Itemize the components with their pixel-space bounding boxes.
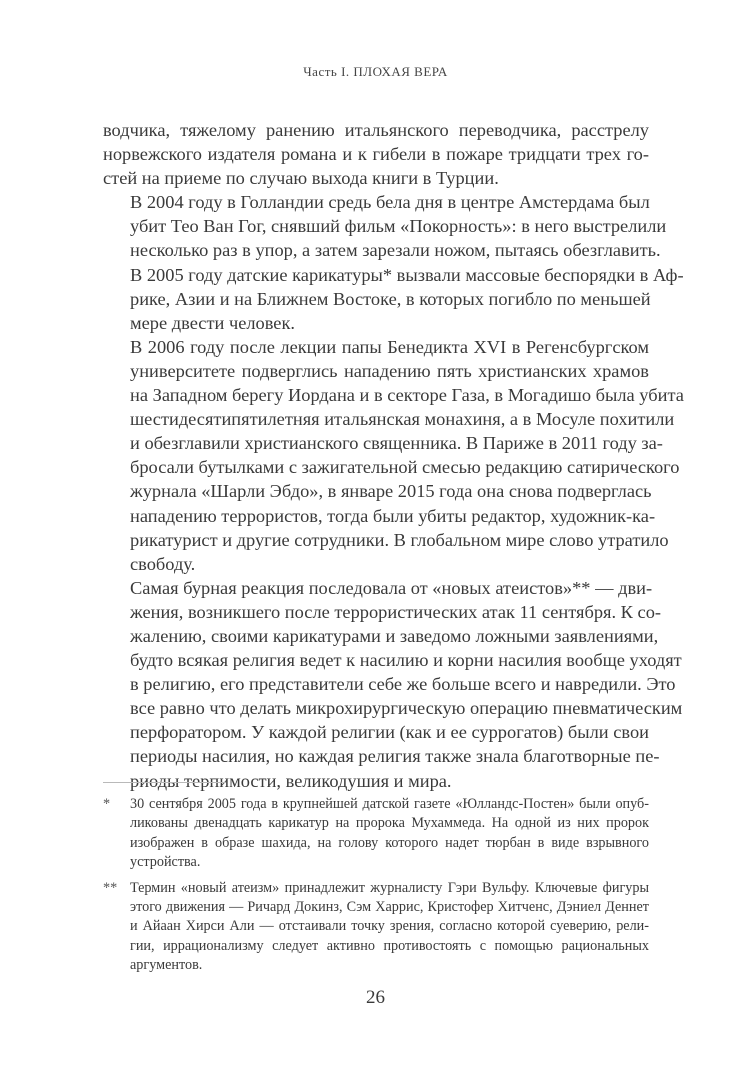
running-head: Часть I. ПЛОХАЯ ВЕРА xyxy=(303,64,448,79)
text-line: свободу. xyxy=(130,553,196,574)
text-line: шестидесятипятилетняя итальянская монахиня, а в Мосуле похитили xyxy=(130,409,675,430)
footnote-line: ликованы двенадцать карикатур на пророка Мухаммеда. На одной из них пророк xyxy=(130,815,649,832)
text-line: несколько раз в упор, а затем зарезали ножом, пытаясь обезглавить. xyxy=(130,240,661,261)
text-line: перфоратором. У каждой религии (как и ее суррогатов) были свои xyxy=(130,722,649,743)
footnote-line: изображен в образе шахида, на голову которого надет тюрбан в виде взрывного xyxy=(130,834,649,851)
text-line: В 2004 году в Голландии средь бела дня в центре Амстердама был xyxy=(130,192,650,213)
text-line: мере двести человек. xyxy=(130,312,296,333)
footnote-line: 30 сентября 2005 года в крупнейшей датской газете «Юлландс-Постен» были опуб- xyxy=(130,796,649,812)
footnote-line: Термин «новый атеизм» принадлежит журналисту Гэри Вульфу. Ключевые фигуры xyxy=(130,879,649,896)
footnote-line: этого движения — Ричард Докинз, Сэм Харрис, Кристофер Хитченс, Дэниел Деннет xyxy=(130,899,649,916)
footnote-marker: * xyxy=(103,796,111,812)
text-line: бросали бутылками с зажигательной смесью редакцию сатирического xyxy=(130,457,680,478)
text-line: будто всякая религия ведет к насилию и корни насилия вообще уходят xyxy=(130,650,682,671)
text-line: водчика, тяжелому ранению итальянского переводчика, расстрелу xyxy=(103,120,649,140)
footnote-line: и Айаан Хирси Али — отстаивали точку зрения, согласно которой суеверию, рели- xyxy=(130,918,649,935)
text-line: убит Тео Ван Гог, снявший фильм «Покорность»: в него выстрелили xyxy=(130,216,667,237)
footnotes xyxy=(103,795,649,982)
text-line: риоды терпимости, великодушия и мира. xyxy=(130,770,452,791)
text-line: Самая бурная реакция последовала от «новых атеистов»** — дви- xyxy=(130,577,653,598)
paragraph xyxy=(103,335,684,576)
text-line: периоды насилия, но каждая религия также знала благотворные пе- xyxy=(130,746,660,767)
text-line: жения, возникшего после террористических атак 11 сентября. К со- xyxy=(130,601,662,622)
text-line: и обезглавили христианского священника. В Париже в 2011 году за- xyxy=(130,433,663,454)
footnote-line: гии, иррационализму следует активно противостоять с помощью рациональных xyxy=(130,937,649,954)
footnote-2 xyxy=(103,879,649,976)
paragraph xyxy=(103,576,683,793)
text-line: В 2006 году после лекции папы Бенедикта XVI в Регенсбургском xyxy=(130,336,649,357)
text-line: жалению, своими карикатурами и заведомо ложными заявлениями, xyxy=(130,625,659,646)
text-line: в религию, его представители себе же больше всего и навредили. Это xyxy=(130,674,676,695)
text-line: университете подверглись нападению пять христианских храмов xyxy=(130,360,649,381)
text-line: на Западном берегу Иордана и в секторе Газа, в Могадишо была убита xyxy=(130,385,684,406)
text-line: журнала «Шарли Эбдо», в январе 2015 года она снова подверглась xyxy=(130,481,652,502)
text-line: стей на приеме по случаю выхода книги в Турции. xyxy=(103,168,499,189)
page-number: 26 xyxy=(366,987,385,1008)
text-line: В 2005 году датские карикатуры* вызвали массовые беспорядки в Аф- xyxy=(130,264,684,285)
text-line: рике, Азии и на Ближнем Востоке, в которых погибло по меньшей xyxy=(130,288,651,309)
paragraph xyxy=(103,118,649,190)
footnote-line: аргументов. xyxy=(130,957,203,974)
text-line: рикатурист и другие сотрудники. В глобальном мире слово утратило xyxy=(130,529,669,550)
text-line: нападению террористов, тогда были убиты редактор, художник-ка- xyxy=(130,505,656,526)
body-text xyxy=(103,118,684,793)
footnote-marker: ** xyxy=(103,879,118,896)
footnote-divider xyxy=(103,782,226,783)
paragraph xyxy=(103,190,684,335)
text-line: норвежского издателя романа и к гибели в пожаре тридцати трех го- xyxy=(103,144,649,165)
text-line: все равно что делать микрохирургическую операцию пневматическим xyxy=(130,698,683,719)
footnote-1 xyxy=(103,795,649,873)
footnote-line: устройства. xyxy=(130,854,201,871)
